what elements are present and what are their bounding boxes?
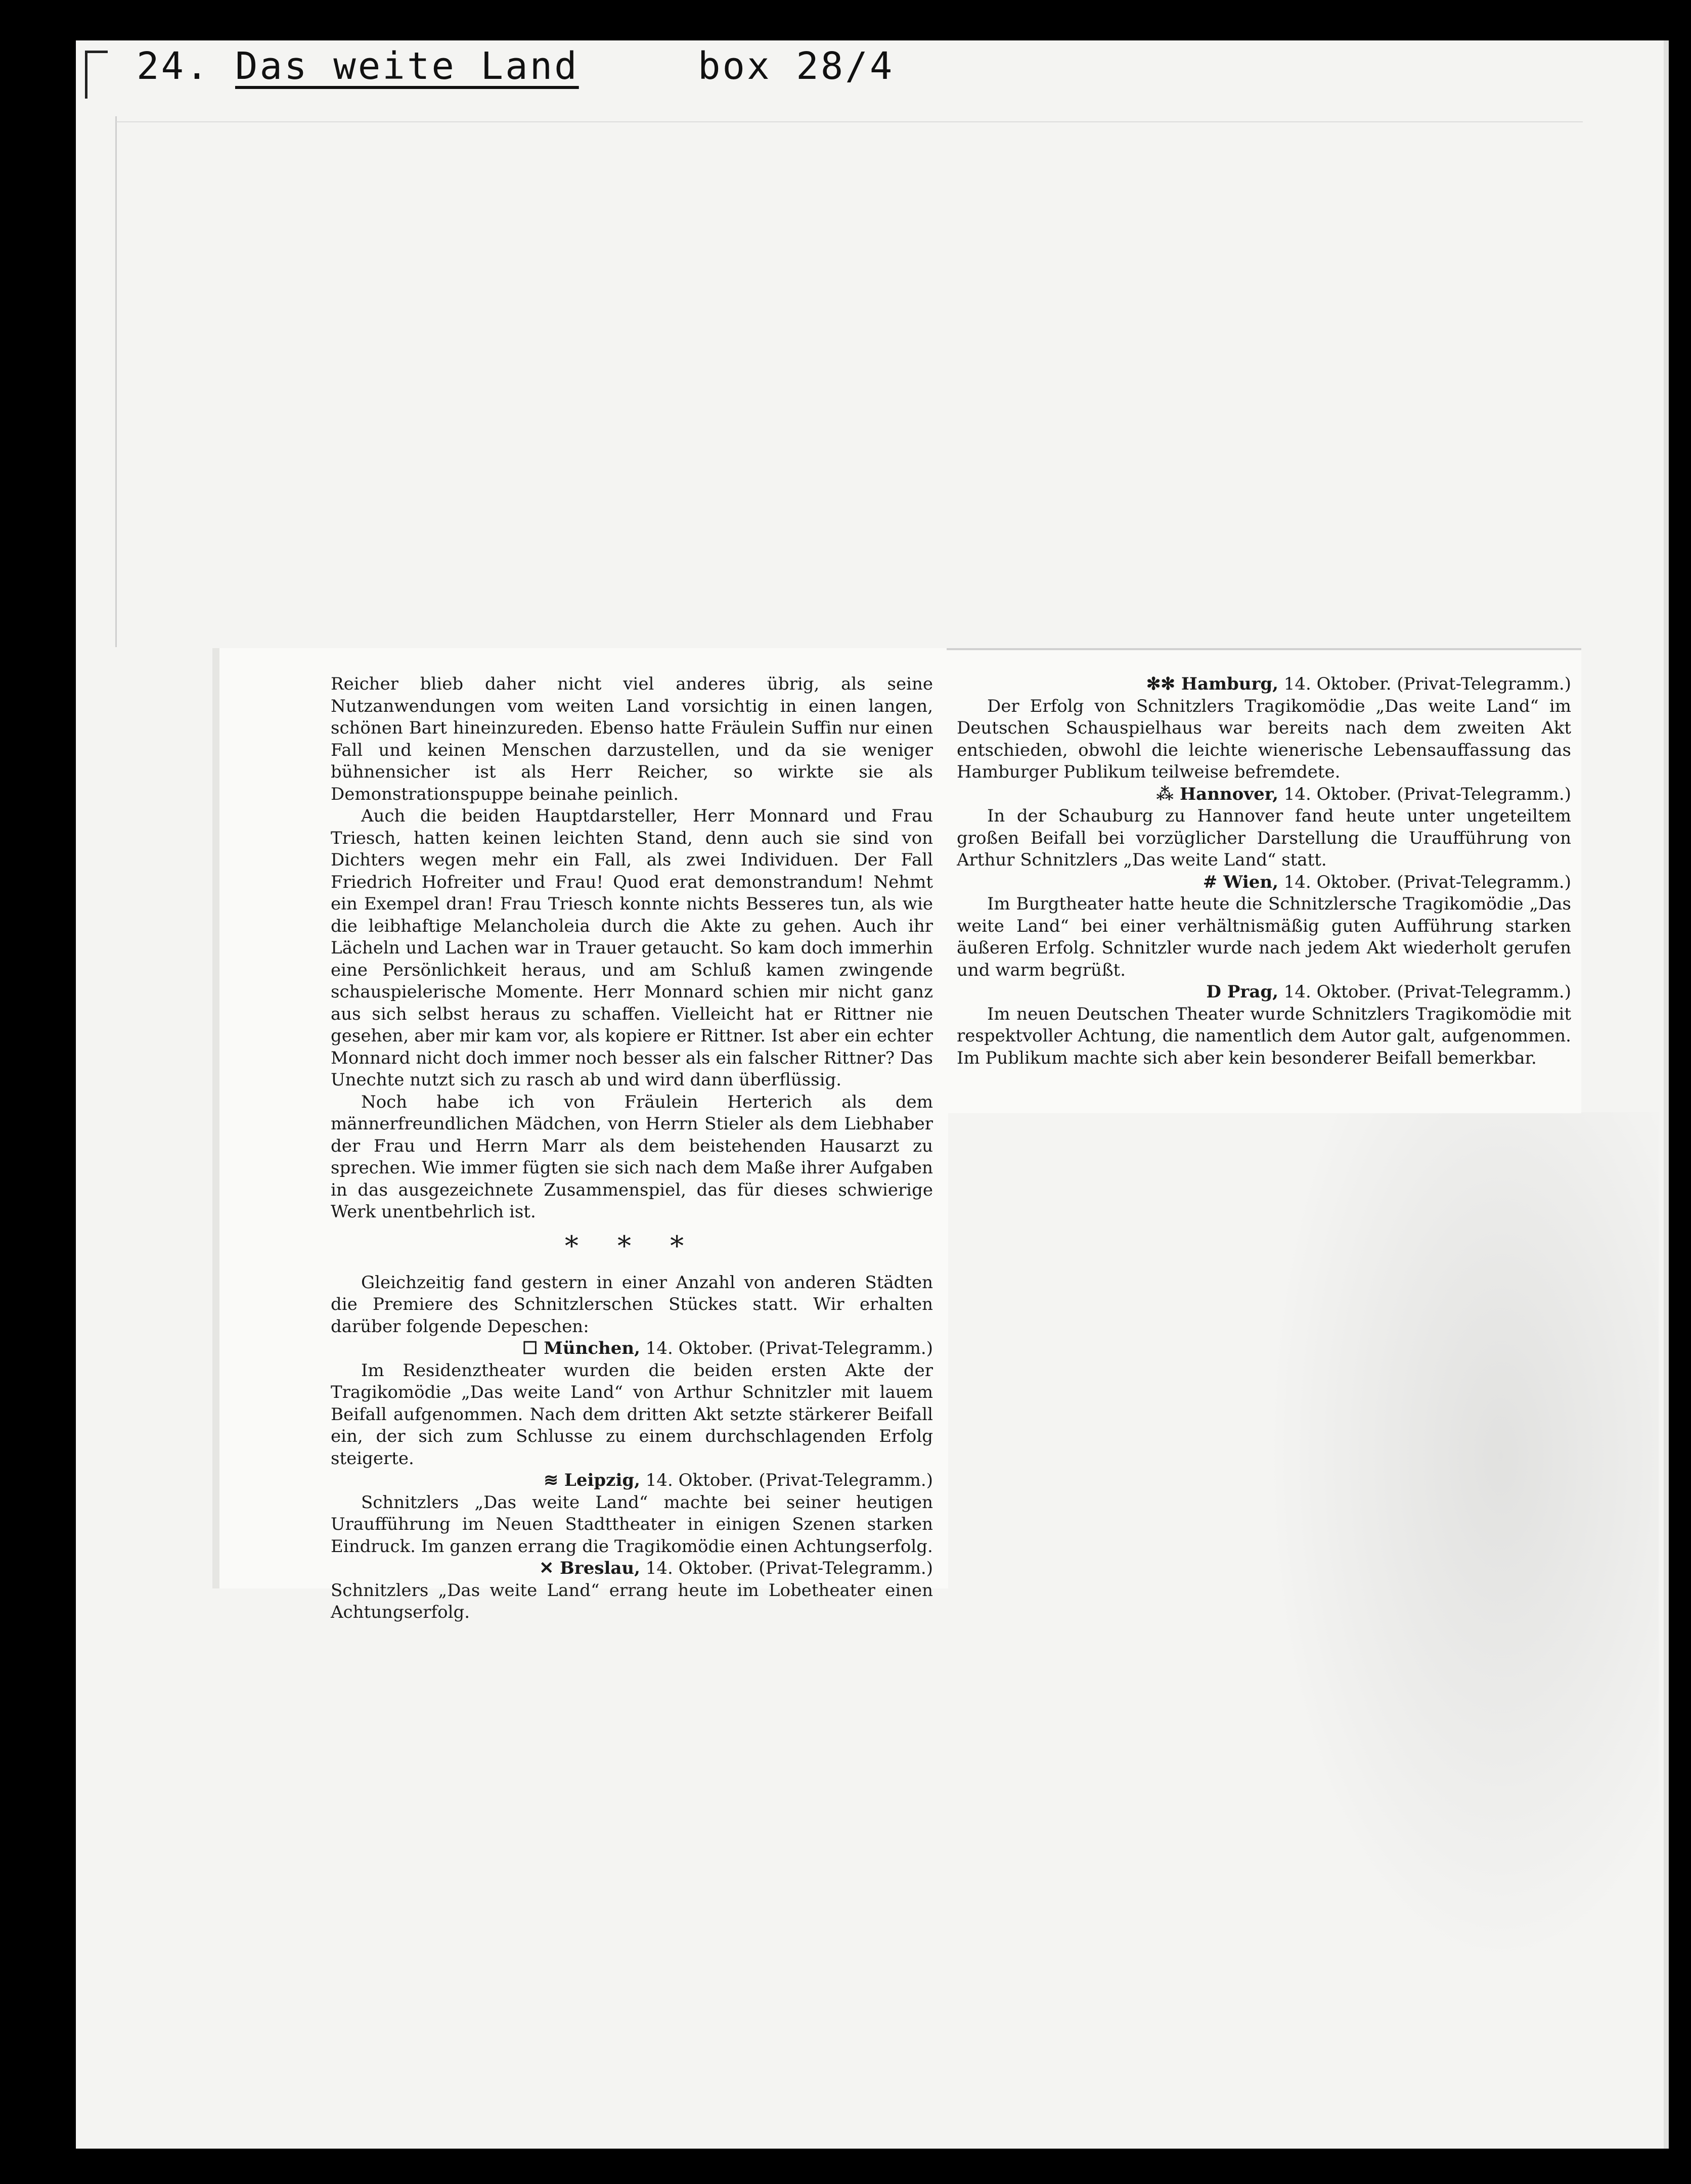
square-symbol-icon: ☐ xyxy=(522,1338,538,1358)
d-symbol-icon: D xyxy=(1206,982,1221,1002)
dateline-date: 14. Oktober. xyxy=(1283,982,1392,1002)
dateline-date: 14. Oktober. xyxy=(645,1338,753,1358)
dateline-muenchen xyxy=(331,1338,933,1360)
left-margin-line xyxy=(115,116,117,647)
dateline-source: (Privat-Telegramm.) xyxy=(1397,784,1571,804)
dateline-place: Wien, xyxy=(1223,872,1278,892)
review-paragraph: Auch die beiden Hauptdarsteller, Herr Monnard und Frau Triesch, hatten keinen leichten Stand, denn auch sie sind von Dichters wegen mehr ein Fall, als zwei Individuen. Der Fall Friedrich Hofreiter und Frau! Quod erat demonstrandum! Nehmt ein Exempel dran! Frau Triesch konnte nichts Besseres tun, als wie die leibhaftige Melancholeia durch die Akte zu gehen. Auch ihr Lächeln und Lachen war in Trauer getaucht. So kam doch immerhin eine Persönlichkeit heraus, und am Schluß kamen zwingende schauspielerische Momente. Herr Monnard schien mir nicht ganz aus sich selbst heraus zu schaffen. Vielleicht hat er Rittner nie gesehen, aber mir kam vor, als kopiere er Rittner. Ist aber ein echter Monnard nicht doch immer noch besser als ein falscher Rittner? Das Unechte nutzt sich zu rasch ab und wird dann überflüssig. xyxy=(331,806,933,1090)
dateline-leipzig xyxy=(331,1470,933,1492)
top-margin-line xyxy=(116,121,1583,122)
newspaper-clipping-right xyxy=(947,648,1581,1113)
report-text: Im Burgtheater hatte heute die Schnitzlersche Tragikomödie „Das weite Land“ bei einer verhältnismäßig guten Aufführung starken äußeren Erfolg. Schnitzler wurde nach jedem Akt wiederholt gerufen und warm begrüßt. xyxy=(957,894,1571,980)
dateline-hamburg xyxy=(957,673,1571,696)
report-text: Im neuen Deutschen Theater wurde Schnitzlers Tragikomödie mit respektvoller Achtung, die namentlich dem Autor galt, aufgenommen. Im Publikum machte sich aber kein besonderer Beifall bemerkbar. xyxy=(957,1004,1571,1068)
dateline-place: Leipzig, xyxy=(564,1470,640,1490)
dateline-date: 14. Oktober. xyxy=(645,1470,753,1490)
dateline-place: München, xyxy=(544,1338,640,1358)
dateline-source: (Privat-Telegramm.) xyxy=(759,1470,933,1490)
box-label: box 28/4 xyxy=(698,44,895,88)
item-number: 24. xyxy=(137,44,210,88)
asterism-symbol-icon: ⁂ xyxy=(1156,784,1174,804)
dateline-breslau xyxy=(331,1558,933,1580)
double-star-symbol-icon: ✻✻ xyxy=(1146,674,1175,694)
report-text: Im Residenztheater wurden die beiden ersten Akte der Tragikomödie „Das weite Land“ von Arthur Schnitzler mit lauem Beifall aufgenommen. Nach dem dritten Akt setzte stärkerer Beifall ein, der sich zum Schlusse zu einem durchschlagenden Erfolg steigerte. xyxy=(331,1360,933,1469)
dateline-hannover xyxy=(957,784,1571,806)
dateline-source: (Privat-Telegramm.) xyxy=(759,1558,933,1578)
dateline-place: Hannover, xyxy=(1180,784,1278,804)
report-text: Schnitzlers „Das weite Land“ machte bei seiner heutigen Uraufführung im Neuen Stadttheater in einigen Szenen starken Eindruck. Im ganzen errang die Tragikomödie einen Achtungserfolg. xyxy=(331,1492,933,1557)
dateline-date: 14. Oktober. xyxy=(645,1558,753,1578)
report-text: Der Erfolg von Schnitzlers Tragikomödie „Das weite Land“ im Deutschen Schauspielhaus war bereits nach dem zweiten Akt entschieden, obwohl die leichte wienerische Lebensauffassung das Hamburger Publikum teilweise befremdete. xyxy=(957,696,1571,782)
report-text: Schnitzlers „Das weite Land“ errang heute im Lobetheater einen Achtungserfolg. xyxy=(331,1580,933,1622)
work-title: Das weite Land xyxy=(235,44,579,88)
page-edge-shadow xyxy=(1664,40,1669,2149)
hash-symbol-icon: # xyxy=(1203,872,1218,892)
dateline-wien xyxy=(957,872,1571,894)
dateline-prag xyxy=(957,981,1571,1004)
newspaper-clipping-left xyxy=(212,648,948,1622)
review-paragraph: Noch habe ich von Fräulein Herterich als dem männerfreundlichen Mädchen, von Herrn Stieler als dem Liebhaber der Frau und Herrn Marr als dem beistehenden Hausarzt zu sprechen. Wie immer fügten sie sich nach dem Maße ihrer Aufgaben in das ausgezeichnete Zusammenspiel, das für dieses schwierige Werk unentbehrlich ist. xyxy=(331,1091,933,1222)
dateline-date: 14. Oktober. xyxy=(1283,872,1392,892)
dateline-date: 14. Oktober. xyxy=(1283,674,1392,694)
dateline-date: 14. Oktober. xyxy=(1283,784,1392,804)
dateline-place: Prag, xyxy=(1227,982,1278,1002)
corner-crop-mark xyxy=(85,51,108,99)
dateline-source: (Privat-Telegramm.) xyxy=(759,1338,933,1358)
review-paragraph: Reicher blieb daher nicht viel anderes übrig, als seine Nutzanwendungen vom weiten Land vorsichtig in einen langen, schönen Bart hineinzureden. Ebenso hatte Fräulein Suffin nur einen Fall und keinen Menschen darzustellen, und da sie weniger bühnensicher ist als Herr Reicher, so wirkte sie als Demonstrationspuppe beinahe peinlich. xyxy=(331,674,933,804)
cross-symbol-icon: ✕ xyxy=(539,1558,554,1578)
report-text: In der Schauburg zu Hannover fand heute unter ungeteiltem großen Beifall bei vorzüglicher Darstellung die Uraufführung von Arthur Schnitzlers „Das weite Land“ statt. xyxy=(957,806,1571,870)
wave-symbol-icon: ≋ xyxy=(544,1470,558,1490)
intro-paragraph: Gleichzeitig fand gestern in einer Anzahl von anderen Städten die Premiere des Schnitzlerschen Stückes statt. Wir erhalten darüber folgende Depeschen: xyxy=(331,1272,933,1337)
section-separator: * * * xyxy=(564,1230,699,1262)
dateline-place: Breslau, xyxy=(560,1558,640,1578)
dateline-source: (Privat-Telegramm.) xyxy=(1397,674,1571,694)
dateline-place: Hamburg, xyxy=(1181,674,1278,694)
dateline-source: (Privat-Telegramm.) xyxy=(1397,982,1571,1002)
paper-stain xyxy=(1264,1112,1659,1972)
dateline-source: (Privat-Telegramm.) xyxy=(1397,872,1571,892)
